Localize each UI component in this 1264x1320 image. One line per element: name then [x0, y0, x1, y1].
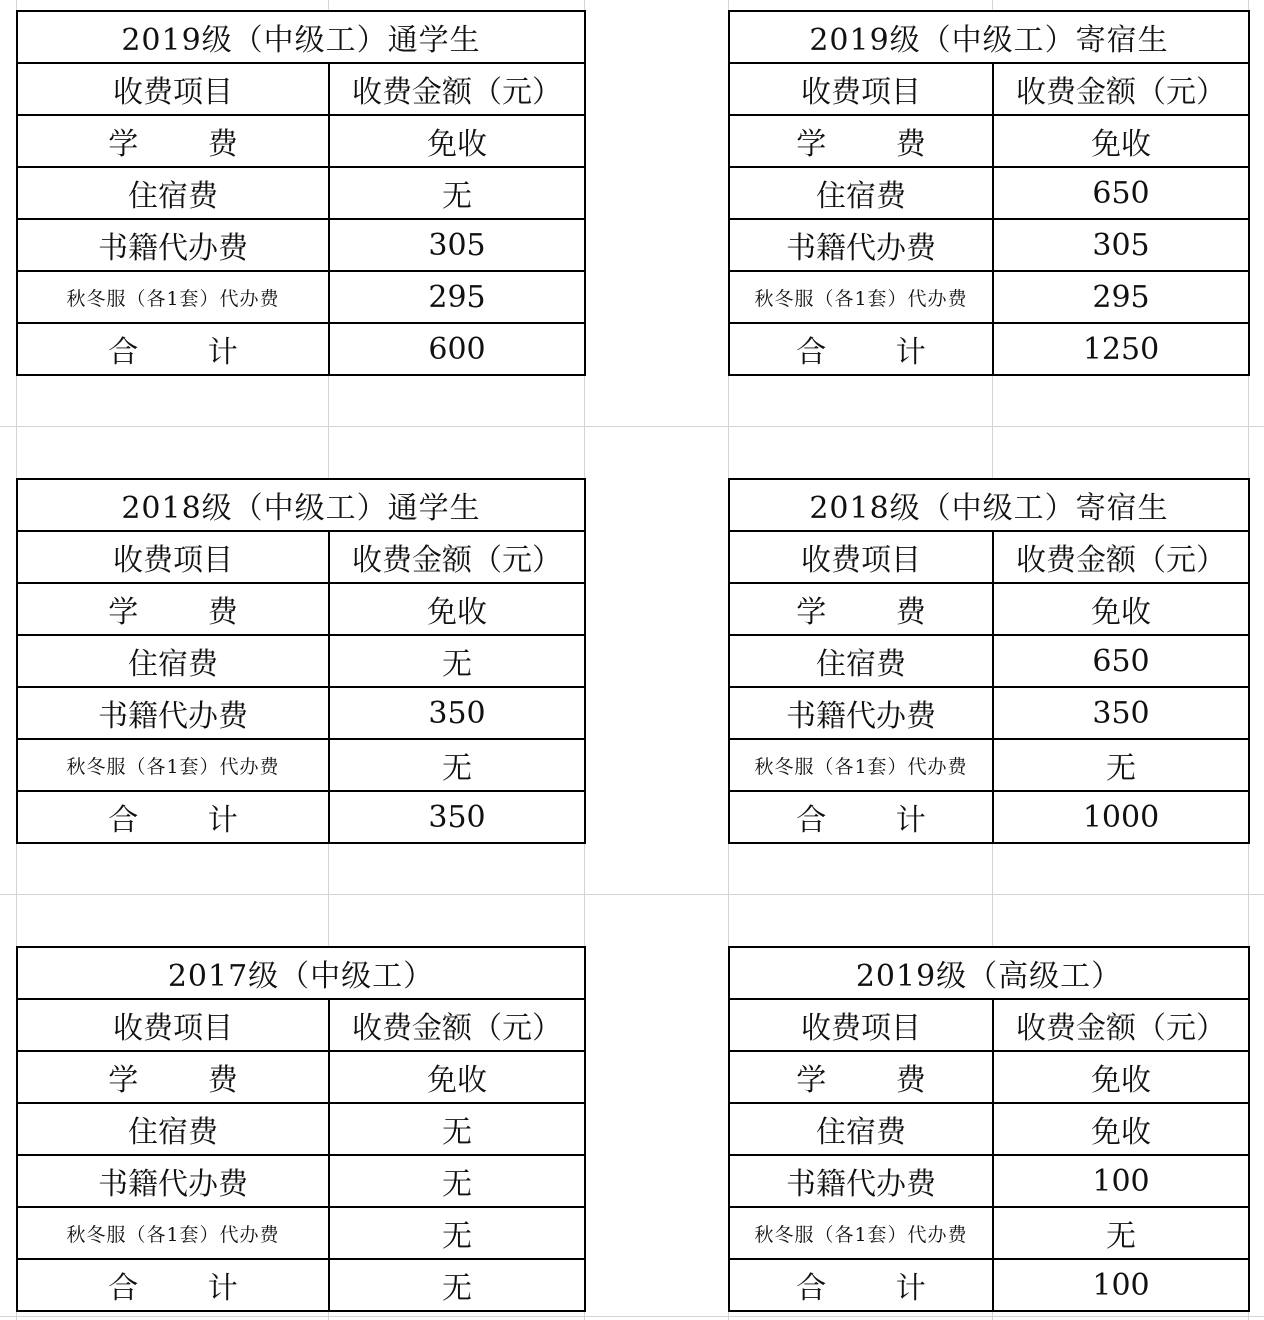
value-tuition: 免收	[329, 1051, 585, 1103]
table-title: 2018级（中级工）寄宿生	[729, 479, 1249, 531]
table-title: 2018级（中级工）通学生	[17, 479, 585, 531]
row-label-uniform: 秋冬服（各1套）代办费	[729, 271, 993, 323]
header-amount: 收费金额（元）	[993, 531, 1249, 583]
fee-table-2018-mid-boarding	[728, 478, 1250, 844]
header-item: 收费项目	[17, 999, 329, 1051]
row-label-total: 合 计	[729, 791, 993, 843]
value-dorm: 650	[993, 167, 1249, 219]
row-label-tuition: 学 费	[17, 115, 329, 167]
row-label-tuition: 学 费	[729, 115, 993, 167]
row-label-dorm: 住宿费	[17, 635, 329, 687]
value-tuition: 免收	[993, 1051, 1249, 1103]
row-label-uniform: 秋冬服（各1套）代办费	[17, 1207, 329, 1259]
value-total: 600	[329, 323, 585, 375]
value-uniform: 无	[329, 1207, 585, 1259]
value-dorm: 无	[329, 1103, 585, 1155]
row-label-dorm: 住宿费	[17, 1103, 329, 1155]
row-label-books: 书籍代办费	[729, 687, 993, 739]
row-label-total: 合 计	[729, 1259, 993, 1311]
value-tuition: 免收	[993, 115, 1249, 167]
row-label-tuition: 学 费	[729, 583, 993, 635]
value-total: 350	[329, 791, 585, 843]
value-uniform: 295	[993, 271, 1249, 323]
value-tuition: 免收	[993, 583, 1249, 635]
value-books: 305	[993, 219, 1249, 271]
row-label-total: 合 计	[17, 1259, 329, 1311]
fee-table-2019-mid-day	[16, 10, 586, 376]
row-label-uniform: 秋冬服（各1套）代办费	[729, 739, 993, 791]
header-item: 收费项目	[729, 999, 993, 1051]
value-total: 1250	[993, 323, 1249, 375]
value-tuition: 免收	[329, 583, 585, 635]
header-item: 收费项目	[729, 63, 993, 115]
value-books: 无	[329, 1155, 585, 1207]
value-total: 无	[329, 1259, 585, 1311]
row-label-dorm: 住宿费	[729, 1103, 993, 1155]
table-title: 2019级（中级工）寄宿生	[729, 11, 1249, 63]
value-books: 350	[993, 687, 1249, 739]
row-label-uniform: 秋冬服（各1套）代办费	[17, 739, 329, 791]
value-uniform: 295	[329, 271, 585, 323]
fee-table-2019-mid-boarding	[728, 10, 1250, 376]
row-label-dorm: 住宿费	[729, 635, 993, 687]
row-label-total: 合 计	[17, 323, 329, 375]
header-item: 收费项目	[729, 531, 993, 583]
fee-table-2017-mid	[16, 946, 586, 1312]
header-amount: 收费金额（元）	[329, 531, 585, 583]
row-label-books: 书籍代办费	[17, 1155, 329, 1207]
table-title: 2019级（中级工）通学生	[17, 11, 585, 63]
fee-table-2018-mid-day	[16, 478, 586, 844]
header-amount: 收费金额（元）	[329, 63, 585, 115]
row-label-tuition: 学 费	[17, 1051, 329, 1103]
header-amount: 收费金额（元）	[993, 999, 1249, 1051]
value-uniform: 无	[993, 739, 1249, 791]
value-total: 100	[993, 1259, 1249, 1311]
value-dorm: 650	[993, 635, 1249, 687]
header-amount: 收费金额（元）	[329, 999, 585, 1051]
row-label-total: 合 计	[17, 791, 329, 843]
header-amount: 收费金额（元）	[993, 63, 1249, 115]
value-tuition: 免收	[329, 115, 585, 167]
value-total: 1000	[993, 791, 1249, 843]
header-item: 收费项目	[17, 531, 329, 583]
row-label-tuition: 学 费	[17, 583, 329, 635]
value-uniform: 无	[993, 1207, 1249, 1259]
value-books: 305	[329, 219, 585, 271]
table-title: 2017级（中级工）	[17, 947, 585, 999]
value-dorm: 无	[329, 635, 585, 687]
row-label-total: 合 计	[729, 323, 993, 375]
row-label-books: 书籍代办费	[729, 1155, 993, 1207]
row-label-tuition: 学 费	[729, 1051, 993, 1103]
header-item: 收费项目	[17, 63, 329, 115]
row-label-dorm: 住宿费	[729, 167, 993, 219]
value-dorm: 免收	[993, 1103, 1249, 1155]
row-label-uniform: 秋冬服（各1套）代办费	[17, 271, 329, 323]
row-label-uniform: 秋冬服（各1套）代办费	[729, 1207, 993, 1259]
value-books: 100	[993, 1155, 1249, 1207]
fee-table-2019-senior	[728, 946, 1250, 1312]
value-dorm: 无	[329, 167, 585, 219]
row-label-books: 书籍代办费	[17, 219, 329, 271]
value-books: 350	[329, 687, 585, 739]
row-label-books: 书籍代办费	[729, 219, 993, 271]
row-label-dorm: 住宿费	[17, 167, 329, 219]
value-uniform: 无	[329, 739, 585, 791]
table-title: 2019级（高级工）	[729, 947, 1249, 999]
row-label-books: 书籍代办费	[17, 687, 329, 739]
